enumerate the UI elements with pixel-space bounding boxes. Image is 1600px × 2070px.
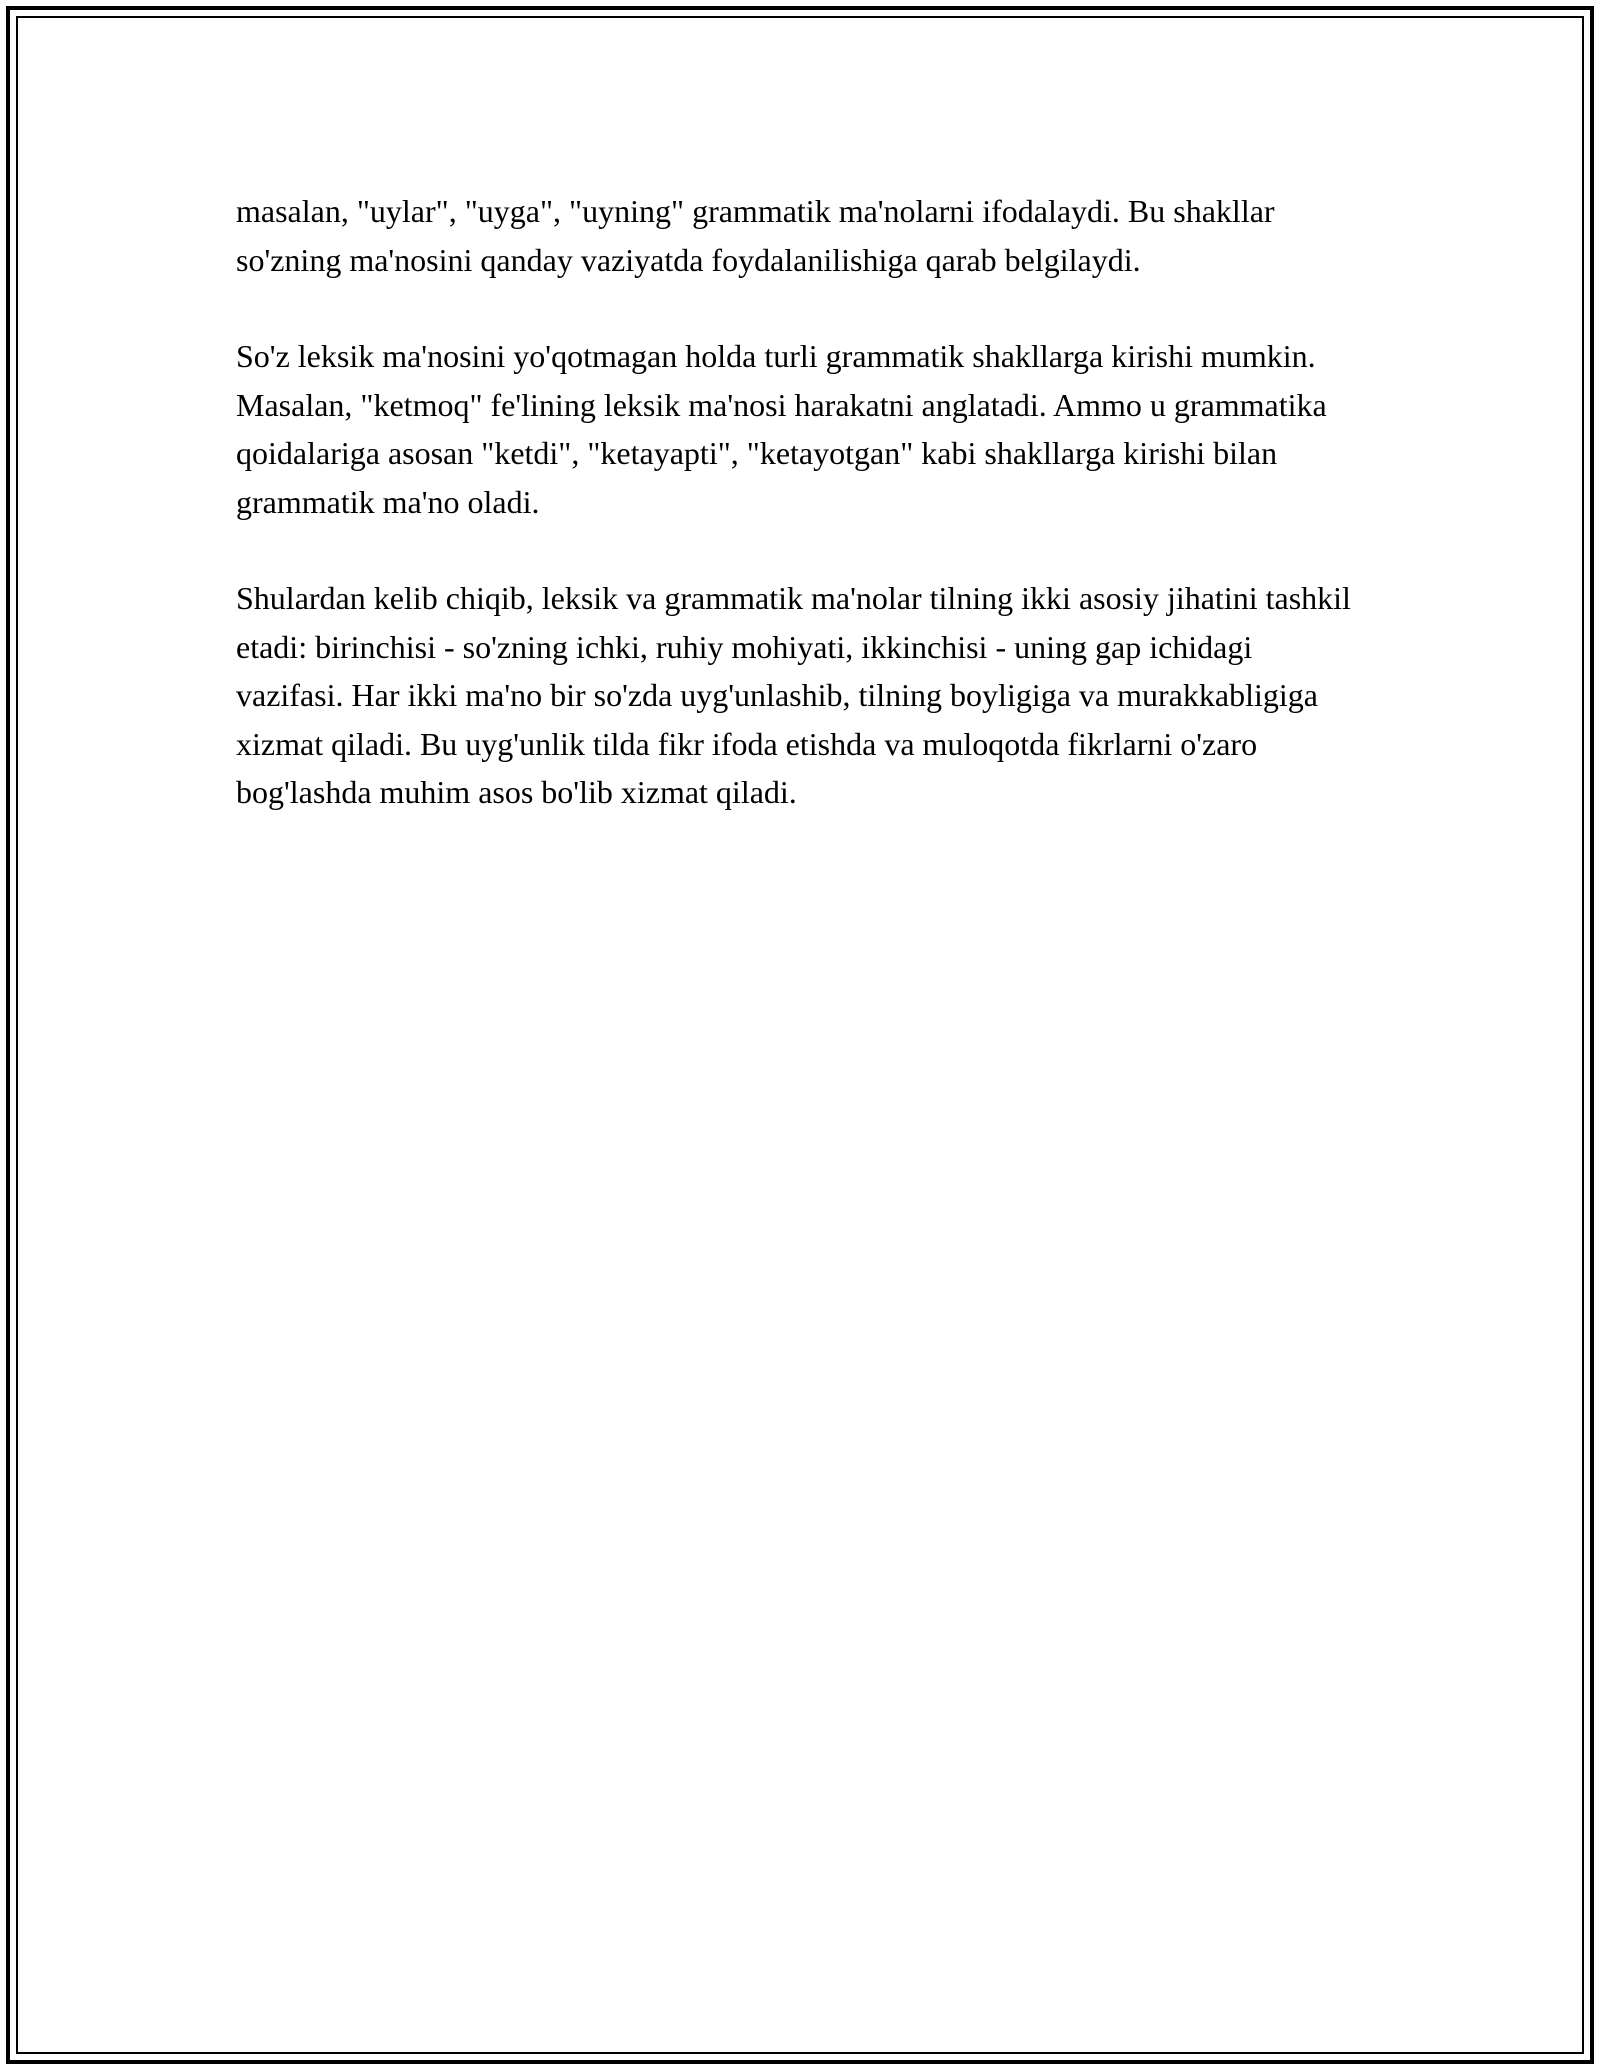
paragraph-2: So'z leksik ma'nosini yo'qotmagan holda turli grammatik shakllarga kirishi mumkin. Masalan, "ketmoq" fe'lining leksik ma'nosi harakatni anglatadi. Ammo u grammatika qoidalariga asosan "ketdi", "ketayapti", "ketayotgan" kabi shakllarga kirishi bilan grammatik ma'no oladi. <box>236 338 1327 520</box>
paragraph-3: Shulardan kelib chiqib, leksik va grammatik ma'nolar tilning ikki asosiy jihatini tashkil etadi: birinchisi - so'zning ichki, ruhiy mohiyati, ikkinchisi - uning gap ichidagi vazifasi. Har ikki ma'no bir so'zda uyg'unlashib, tilning boyligiga va murakkabligiga xizmat qiladi. Bu uyg'unlik tilda fikr ifoda etishda va muloqotda fikrlarni o'zaro bog'lashda muhim asos bo'lib xizmat qiladi. <box>236 580 1351 810</box>
paragraph-1: masalan, "uylar", "uyga", "uyning" grammatik ma'nolarni ifodalaydi. Bu shakllar so'zning ma'nosini qanday vaziyatda foydalanilishiga qarab belgilaydi. <box>236 193 1275 278</box>
document-body <box>236 187 1356 865</box>
